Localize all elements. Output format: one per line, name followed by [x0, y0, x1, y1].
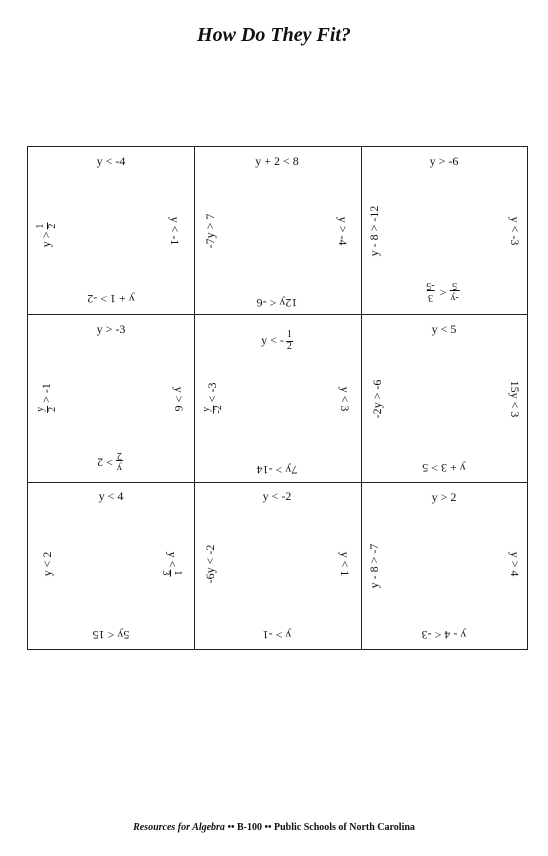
tile-8-bottom: y > -1	[262, 628, 292, 642]
tile-4-left: y 2 > -1	[35, 383, 58, 412]
tile-3-left: y - 8 > -12	[367, 205, 381, 257]
tile-8-top: y < -2	[262, 489, 292, 503]
tile-7-left: y < 2	[40, 551, 54, 577]
tile-3-bottom: -y 5 < 3 -5	[426, 280, 459, 303]
tile-1-right: y < -1	[168, 216, 182, 246]
tile-2-left: -7y > 7	[203, 213, 217, 249]
tile-5-bottom: 7y > -14	[256, 463, 298, 477]
grid-divider	[194, 147, 195, 649]
tile-8-right: y < 1	[338, 551, 352, 577]
tile-6-bottom: y + 3 > 5	[422, 461, 466, 475]
tile-7-right: y < 1 3	[160, 551, 183, 576]
tile-4-right: y > 6	[172, 386, 186, 412]
tile-9-right: y > 4	[508, 551, 522, 577]
tile-1-left: y > 1 2	[35, 223, 58, 248]
grid-divider	[28, 314, 527, 315]
tile-8-left: -6y < -2	[203, 544, 217, 584]
tile-6-left: -2y > -6	[370, 379, 384, 419]
tile-7-bottom: 5y < 15	[92, 628, 130, 642]
grid-divider	[361, 147, 362, 649]
puzzle-grid	[27, 146, 528, 650]
tile-6-top: y < 5	[431, 322, 457, 336]
tile-2-right: y > -4	[336, 216, 350, 246]
tile-6-right: 15y < 3	[508, 380, 522, 418]
tile-9-top: y > 2	[431, 490, 457, 504]
tile-9-bottom: y - 4 < -3	[421, 628, 467, 642]
tile-1-top: y < -4	[96, 154, 126, 168]
tile-3-right: y < -3	[508, 216, 522, 246]
page-footer: Resources for Algebra •• B-100 •• Public Schools of North Carolina	[133, 822, 415, 833]
tile-5-top: y < - $\frac{1}{2}$	[261, 329, 292, 352]
tile-9-left: y - 8 > -7	[367, 543, 381, 589]
page-title: How Do They Fit?	[197, 24, 351, 46]
grid-divider	[28, 482, 527, 483]
tile-3-top: y > -6	[429, 154, 459, 168]
tile-4-bottom: y 2 > 2	[97, 450, 122, 473]
tile-5-right: y < 3	[338, 386, 352, 412]
tile-7-top: y < 4	[98, 489, 124, 503]
tile-2-bottom: 12y < -6	[256, 296, 298, 310]
tile-5-left: y -2 < -3	[201, 382, 224, 414]
tile-1-bottom: y + 1 > -2	[87, 292, 135, 306]
tile-4-top: y > -3	[96, 322, 126, 336]
tile-2-top: y + 2 < 8	[255, 154, 299, 168]
